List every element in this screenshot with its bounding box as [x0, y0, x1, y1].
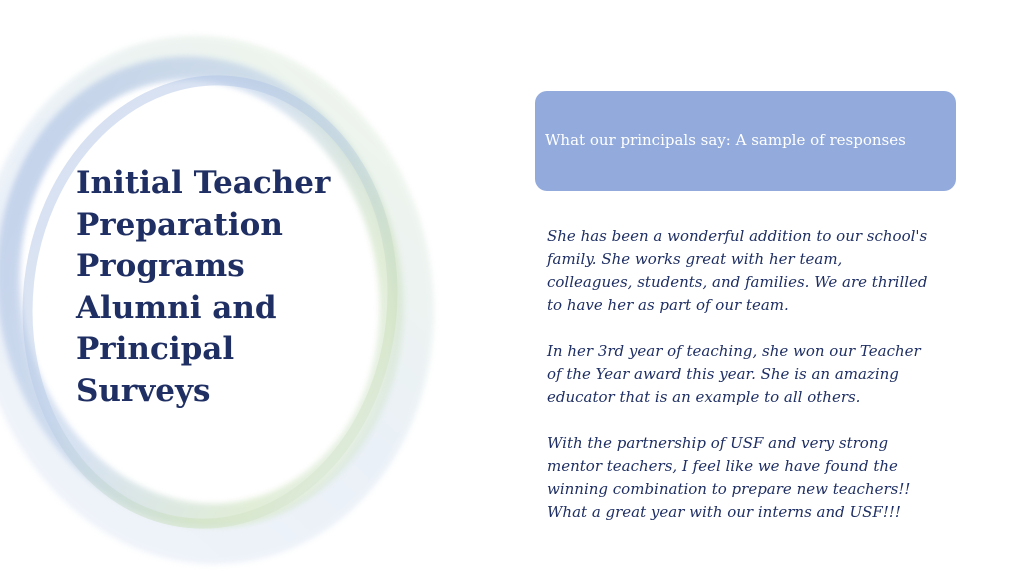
- callout-heading: What our principals say: A sample of responses: [545, 131, 906, 149]
- title-line: Initial Teacher: [76, 165, 331, 201]
- quote-paragraph: [547, 432, 967, 524]
- slide-title: [76, 163, 376, 412]
- quote-line: to have her as part of our team.: [547, 296, 789, 314]
- quote-line: With the partnership of USF and very strong: [547, 434, 889, 452]
- quote-paragraph: [547, 340, 967, 409]
- quote-line: family. She works great with her team,: [547, 250, 843, 268]
- quote-line: mentor teachers, I feel like we have found the: [547, 457, 898, 475]
- quote-line: of the Year award this year. She is an amazing: [547, 365, 899, 383]
- title-line: Alumni and: [76, 289, 277, 326]
- quote-line: What a great year with our interns and USF!!!: [547, 503, 901, 521]
- quote-line: winning combination to prepare new teachers!!: [547, 480, 911, 498]
- quote-line: She has been a wonderful addition to our school's: [547, 227, 928, 245]
- title-line: Surveys: [76, 372, 211, 409]
- title-line: Preparation: [76, 206, 283, 243]
- quote-paragraph: [547, 225, 967, 317]
- quote-line: colleagues, students, and families. We are thrilled: [547, 273, 928, 291]
- title-line: Programs: [76, 248, 245, 284]
- responses-callout-box: [535, 91, 956, 191]
- quote-line: In her 3rd year of teaching, she won our Teacher: [547, 342, 921, 360]
- principal-quotes: [547, 225, 967, 547]
- title-line: Principal: [76, 331, 235, 367]
- quote-line: educator that is an example to all others.: [547, 388, 861, 406]
